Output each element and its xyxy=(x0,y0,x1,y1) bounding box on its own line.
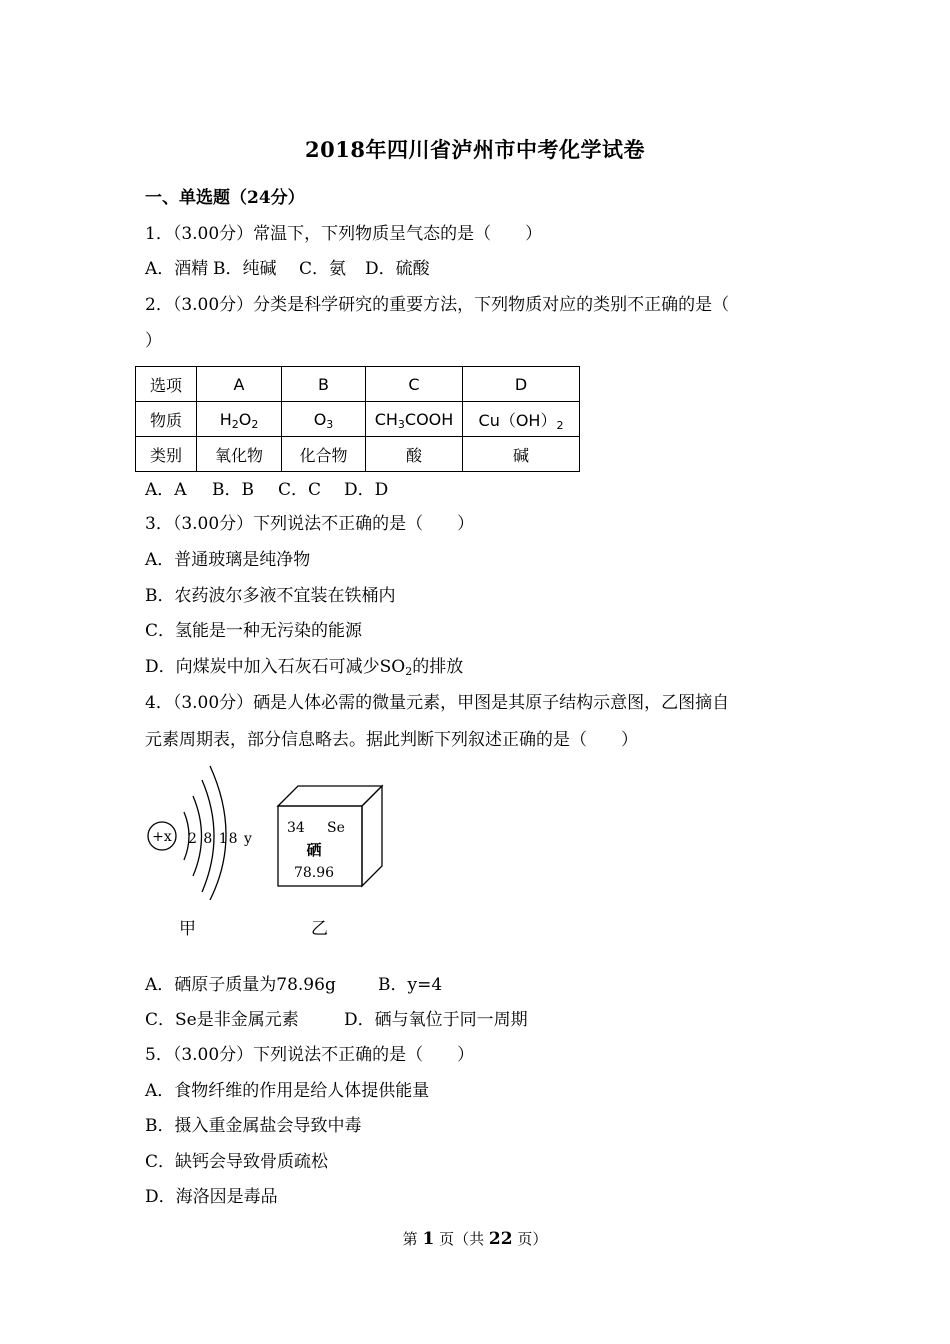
atomic-structure-diagram xyxy=(140,760,260,900)
question-1-options xyxy=(145,257,430,281)
table-cell: 氧化物 xyxy=(197,437,282,472)
question-4-stem: 4．（3.00分）硒是人体必需的微量元素，甲图是其原子结构示意图，乙图摘自 xyxy=(145,693,730,713)
section-heading: 一、单选题（24分） xyxy=(145,188,305,208)
option-d: D．硒与氧位于同一周期 xyxy=(344,1010,528,1030)
element-name: 硒 xyxy=(306,841,322,859)
option-c: C．Se是非金属元素 xyxy=(145,1010,299,1030)
formula-h2o2: $H_2O_2$ xyxy=(197,402,282,437)
question-1-stem: 1．（3.00分）常温下，下列物质呈气态的是（ ） xyxy=(145,224,543,244)
question-3-stem: 3．（3.00分）下列说法不正确的是（ ） xyxy=(145,514,475,534)
question-3-option-d: D．向煤炭中加入石灰石可减少$SO_2$的排放 xyxy=(145,657,464,678)
table-cell: D xyxy=(463,367,580,402)
question-3-option-c: C．氢能是一种无污染的能源 xyxy=(145,621,363,641)
nucleus-charge: +x xyxy=(152,829,172,845)
element-symbol: Se xyxy=(327,820,345,836)
atomic-mass: 78.96 xyxy=(293,865,335,881)
table-cell: 选项 xyxy=(136,367,197,402)
table-row xyxy=(136,402,580,437)
table-cell: B xyxy=(282,367,366,402)
atomic-number: 34 xyxy=(287,820,305,836)
table-cell: C xyxy=(366,367,463,402)
question-4-options-cd xyxy=(145,1008,528,1032)
page-total: 22 xyxy=(488,1229,513,1249)
figure-label-jia: 甲 xyxy=(179,919,196,939)
table-cell: 酸 xyxy=(366,437,463,472)
shell-electron-counts: 2 8 18 y xyxy=(188,831,253,847)
question-5-option-b: B．摄入重金属盐会导致中毒 xyxy=(145,1116,362,1136)
option-c: C．C xyxy=(278,480,322,500)
formula-cu-oh-2: $Cu(OH)_2$ xyxy=(463,402,580,437)
table-cell: 化合物 xyxy=(282,437,366,472)
table-row xyxy=(136,437,580,472)
classification-table xyxy=(135,366,580,472)
question-2-stem-cont: ） xyxy=(145,331,162,351)
option-d: D．硫酸 xyxy=(365,259,430,279)
cube-top-face xyxy=(278,786,382,806)
question-2-options xyxy=(145,478,388,502)
question-5-option-c: C．缺钙会导致骨质疏松 xyxy=(145,1152,329,1172)
option-a: A．硒原子质量为78.96g xyxy=(145,975,336,995)
option-b: B．B xyxy=(212,480,254,500)
page-footer: 第 1 页（共 22 页） xyxy=(402,1229,548,1249)
periodic-table-cell xyxy=(272,780,390,892)
cube-side-face xyxy=(362,786,382,886)
formula-o3: $O_3$ xyxy=(282,402,366,437)
page-number: 1 xyxy=(422,1229,435,1249)
question-5-stem: 5．（3.00分）下列说法不正确的是（ ） xyxy=(145,1045,475,1065)
question-4-options-ab xyxy=(145,973,442,997)
table-row xyxy=(136,367,580,402)
question-2-stem: 2．（3.00分）分类是科学研究的重要方法，下列物质对应的类别不正确的是（ xyxy=(145,295,730,315)
option-a: A．A xyxy=(145,480,187,500)
table-cell: A xyxy=(197,367,282,402)
question-3-option-a: A．普通玻璃是纯净物 xyxy=(145,550,311,570)
table-cell: 碱 xyxy=(463,437,580,472)
option-c: C．氨 xyxy=(299,259,347,279)
table-cell: 物质 xyxy=(136,402,197,437)
question-3-option-b: B．农药波尔多液不宜装在铁桶内 xyxy=(145,586,396,606)
question-5-option-a: A．食物纤维的作用是给人体提供能量 xyxy=(145,1081,430,1101)
option-b: B．纯碱 xyxy=(213,259,277,279)
table-cell: 类别 xyxy=(136,437,197,472)
figure-label-yi: 乙 xyxy=(311,919,328,939)
option-a: A．酒精 xyxy=(145,259,209,279)
question-5-option-d: D．海洛因是毒品 xyxy=(145,1187,278,1207)
exam-title: 2018年四川省泸州市中考化学试卷 xyxy=(305,137,645,162)
question-4-stem-cont: 元素周期表，部分信息略去。据此判断下列叙述正确的是（ ） xyxy=(145,730,638,750)
option-b: B．y=4 xyxy=(378,975,443,995)
formula-ch3cooh: $CH_3COOH$ xyxy=(366,402,463,437)
option-d: D．D xyxy=(344,480,389,500)
